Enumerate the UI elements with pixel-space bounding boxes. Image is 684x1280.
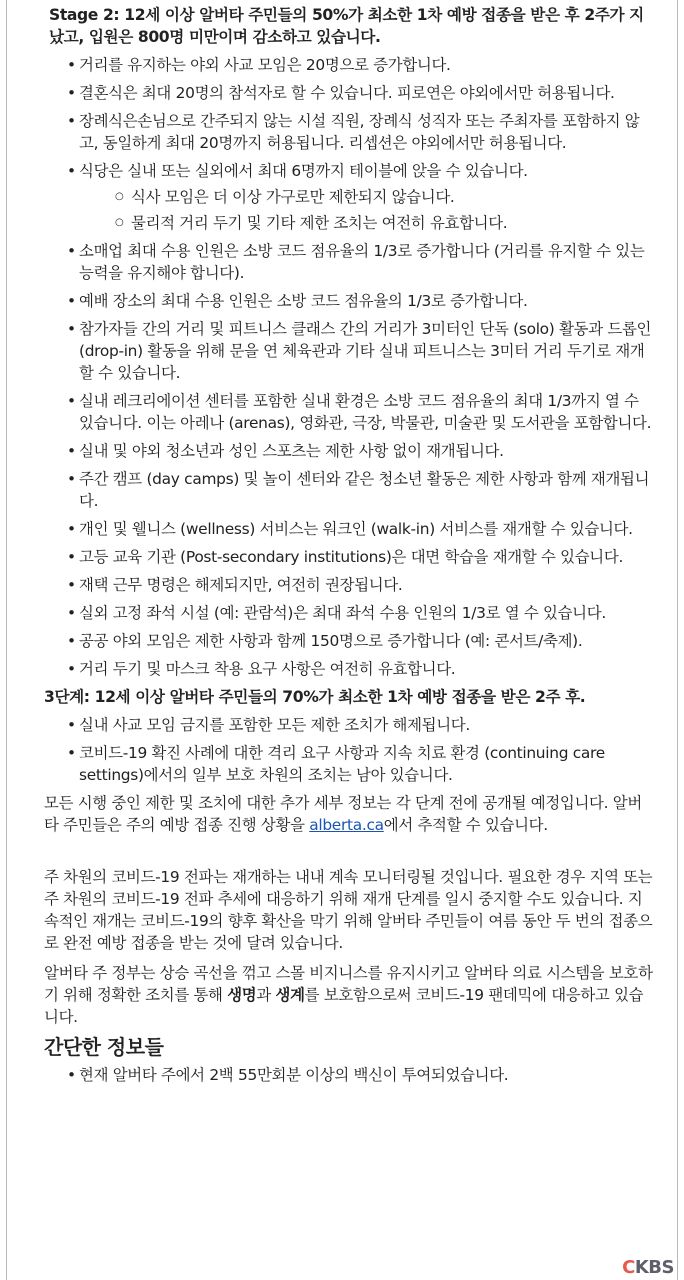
list-item: • 고등 교육 기관 (Post-secondary institutions)은 대면 학습을 재개할 수 있습니다. <box>67 546 655 568</box>
government-paragraph <box>44 962 655 1028</box>
document-content <box>7 0 677 1086</box>
list-item: • 거리 두기 및 마스크 착용 요구 사항은 여전히 유효합니다. <box>67 658 655 680</box>
paragraph-text: 과 <box>256 986 276 1004</box>
list-item: • 실내 사교 모임 금지를 포함한 모든 제한 조치가 해제됩니다. <box>67 714 655 736</box>
stage3-list <box>67 714 655 786</box>
list-item: • 코비드-19 확진 사례에 대한 격리 요구 사항과 지속 치료 환경 (continuing care settings)에서의 일부 보호 차원의 조치는 남아 있습니다. <box>67 742 655 786</box>
list-item: • 실내 및 야외 청소년과 성인 스포츠는 제한 사항 없이 재개됩니다. <box>67 440 655 462</box>
list-item: • 결혼식은 최대 20명의 참석자로 할 수 있습니다. 피로연은 야외에서만 허용됩니다. <box>67 82 655 104</box>
watermark-letter: C <box>622 1257 635 1278</box>
list-item: • 개인 및 웰니스 (wellness) 서비스는 워크인 (walk-in) 서비스를 재개할 수 있습니다. <box>67 518 655 540</box>
spacer <box>49 844 655 866</box>
progress-paragraph <box>44 792 655 836</box>
list-item: • 참가자들 간의 거리 및 피트니스 클래스 간의 거리가 3미터인 단독 (solo) 활동과 드롭인 (drop-in) 활동을 위해 문을 연 체육관과 기타 실내 피트니스는 3미터 거리 두기로 재개할 수 있습니다. <box>67 318 655 384</box>
bold-text: 생명 <box>227 986 257 1004</box>
sub-list-item: ○ 식사 모임은 더 이상 가구로만 제한되지 않습니다. <box>115 186 655 208</box>
alberta-link[interactable]: alberta.ca <box>309 816 384 834</box>
list-item-text: 식당은 실내 또는 실외에서 최대 6명까지 테이블에 앉을 수 있습니다. <box>79 162 528 180</box>
monitoring-paragraph: 주 차원의 코비드-19 전파는 재개하는 내내 계속 모니터링될 것입니다. 필요한 경우 지역 또는 주 차원의 코비드-19 전파 추세에 대응하기 위해 재개 단계를 일시 중지할 수도 있습니다. 지속적인 재개는 코비드-19의 향후 확산을 막기 위해 알버타 주민들이 여름 동안 두 번의 접종으로 완전 예방 접종을 받는 것에 달려 있습니다. <box>44 868 653 952</box>
facts-list <box>67 1064 655 1086</box>
watermark-text: KBS <box>634 1257 674 1278</box>
stage3-heading: 3단계: 12세 이상 알버타 주민들의 70%가 최소한 1차 예방 접종을 받은 2주 후. <box>44 688 586 706</box>
list-item: • 소매업 최대 수용 인원은 소방 코드 점유율의 1/3로 증가합니다 (거리를 유지할 수 있는 능력을 유지해야 합니다). <box>67 240 655 284</box>
list-item: • 재택 근무 명령은 해제되지만, 여전히 권장됩니다. <box>67 574 655 596</box>
document-page <box>6 0 678 1280</box>
restaurant-sublist <box>115 186 655 234</box>
list-item: • 예배 장소의 최대 수용 인원은 소방 코드 점유율의 1/3로 증가합니다. <box>67 290 655 312</box>
paragraph-text: 에서 추적할 수 있습니다. <box>383 816 548 834</box>
list-item: • 실외 고정 좌석 시설 (예: 관람석)은 최대 좌석 수용 인원의 1/3로 열 수 있습니다. <box>67 602 655 624</box>
list-item: • 장례식은손님으로 간주되지 않는 시설 직원, 장례식 성직자 또는 주최자를 포함하지 않고, 동일하게 최대 20명까지 허용됩니다. 리셉션은 야외에서만 허용됩니다. <box>67 110 655 154</box>
stage2-list <box>67 54 655 680</box>
quick-facts-heading: 간단한 정보들 <box>44 1035 164 1059</box>
bold-text: 생계 <box>275 986 305 1004</box>
list-item <box>67 160 655 234</box>
list-item: • 공공 야외 모임은 제한 사항과 함께 150명으로 증가합니다 (예: 콘서트/축제). <box>67 630 655 652</box>
paragraph-text: 를 보호함으로써 코비드-19 팬데믹에 대응하고 있습니다. <box>44 986 644 1026</box>
list-item: • 거리를 유지하는 야외 사교 모임은 20명으로 증가합니다. <box>67 54 655 76</box>
list-item: • 현재 알버타 주에서 2백 55만회분 이상의 백신이 투여되었습니다. <box>67 1064 655 1086</box>
paragraph-text: 모든 시행 중인 제한 및 조치에 대한 추가 세부 정보는 각 단계 전에 공개될 예정입니다. 알버타 주민들은 주의 예방 접종 진행 상황을 <box>44 794 642 834</box>
kbs-watermark-logo <box>622 1257 674 1278</box>
list-item: • 주간 캠프 (day camps) 및 놀이 센터와 같은 청소년 활동은 제한 사항과 함께 재개됩니다. <box>67 468 655 512</box>
sub-list-item: ○ 물리적 거리 두기 및 기타 제한 조치는 여전히 유효합니다. <box>115 212 655 234</box>
paragraph-text: 알버타 주 정부는 상승 곡선을 꺾고 스몰 비지니스를 유지시키고 알버타 의료 시스템을 보호하기 위해 정확한 조치를 통해 <box>44 964 653 1004</box>
list-item: • 실내 레크리에이션 센터를 포함한 실내 환경은 소방 코드 점유율의 최대 1/3까지 열 수 있습니다. 이는 아레나 (arenas), 영화관, 극장, 박물관, 미술관 및 도서관을 포함합니다. <box>67 390 655 434</box>
stage2-heading: Stage 2: 12세 이상 알버타 주민들의 50%가 최소한 1차 예방 접종을 받은 후 2주가 지났고, 입원은 800명 미만이며 감소하고 있습니다. <box>49 6 644 46</box>
